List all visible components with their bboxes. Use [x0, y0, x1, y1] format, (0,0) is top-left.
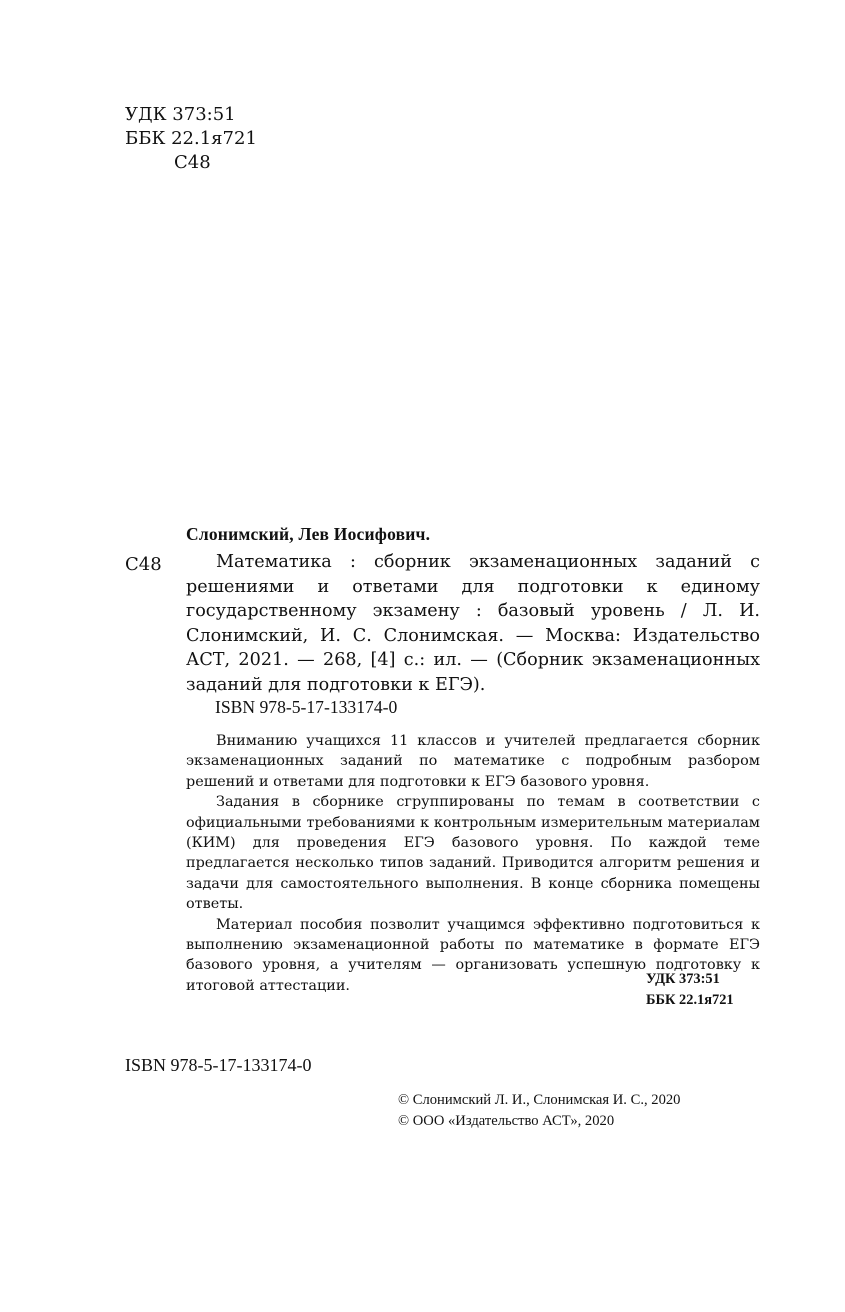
copyright-authors: © Слонимский Л. И., Слонимская И. С., 2020 — [398, 1092, 681, 1108]
udk-code: УДК 373:51 — [125, 104, 236, 125]
record-author-mark: С48 — [125, 554, 162, 575]
bibliographic-description — [186, 550, 760, 697]
footer-isbn: ISBN 978-5-17-133174-0 — [125, 1055, 312, 1075]
abstract-paragraph: Вниманию учащихся 11 классов и учителей предлагается сборник экзаменационных заданий по математике с подробным разбором решений и ответами для подготовки к ЕГЭ базового уровня. — [186, 733, 760, 790]
abstract — [186, 731, 760, 996]
description-text: Математика : сборник экзаменационных заданий с решениями и ответами для подготовки к единому государственному экзамену : базовый уровень / Л. И. Слонимский, И. С. Слонимская. — Москва: Издательство АСТ, 2021. — 268, [4] с.: ил. — (Сборник экзаменационных заданий для подготовки к ЕГЭ). — [186, 552, 760, 695]
udk-code: УДК 373:51 — [646, 971, 720, 987]
classification-codes — [646, 969, 734, 1011]
author-mark: С48 — [174, 152, 211, 173]
record-isbn: ISBN 978-5-17-133174-0 — [215, 697, 398, 717]
bbk-code: ББК 22.1я721 — [125, 128, 257, 149]
abstract-paragraph: Материал пособия позволит учащимся эффективно подготовиться к выполнению экзаменационной работы по математике в формате ЕГЭ базового уровня, а учителям — организовать успешную подготовку к итоговой аттестации. — [186, 916, 760, 994]
header-classification-codes — [125, 103, 257, 175]
copyright-publisher: © ООО «Издательство АСТ», 2020 — [398, 1113, 615, 1129]
record-author: Слонимский, Лев Иосифович. — [186, 524, 431, 544]
copyright-block — [398, 1090, 680, 1132]
abstract-paragraph: Задания в сборнике сгруппированы по темам в соответствии с официальными требованиями к контрольным измерительным материалам (КИМ) для проведения ЕГЭ базового уровня. По каждой теме предлагается несколько типов заданий. Приводится алгоритм решения и задачи для самостоятельного выполнения. В конце сборника помещены ответы. — [186, 794, 760, 913]
bbk-code: ББК 22.1я721 — [646, 992, 734, 1008]
